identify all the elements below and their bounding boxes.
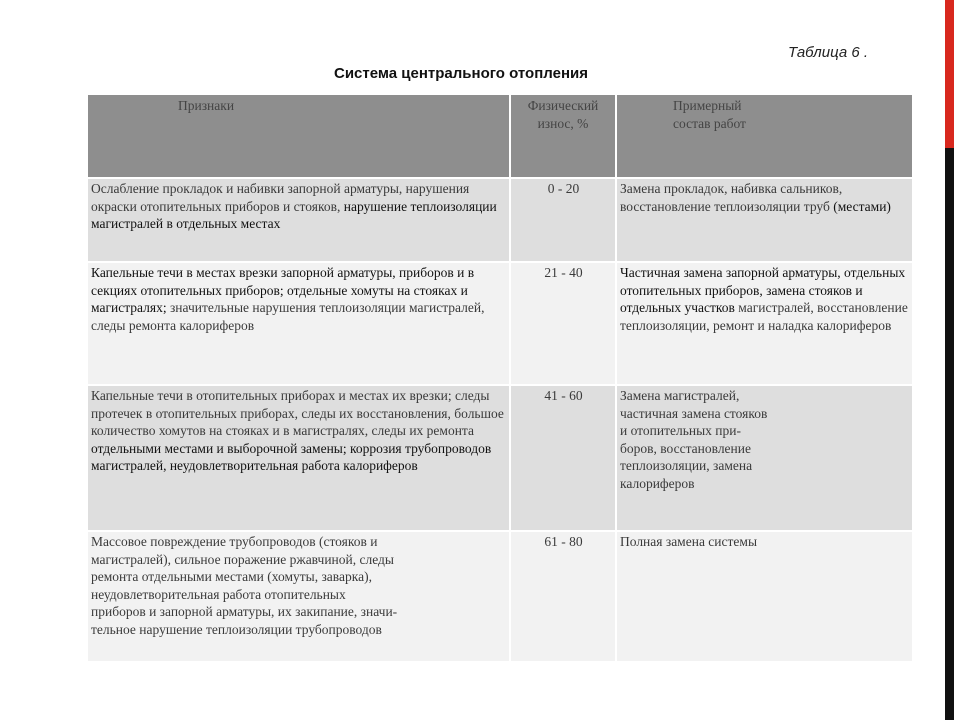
works-cell [616,385,912,531]
works-text-a: Замена прокладок, набивка сальников, восстановление теплоизоляции труб [620,181,843,214]
signs-cell [88,262,510,385]
page-title: Система центрального отопления [334,65,588,82]
signs-line: тельное нарушение теплоизоляции трубопроводов [91,621,382,637]
works-line: боров, восстановление [620,440,751,456]
works-cell [616,178,912,262]
wear-cell: 21 - 40 [510,262,616,385]
works-cell [616,262,912,385]
header-works [616,95,912,178]
wear-cell: 41 - 60 [510,385,616,531]
works-line: калориферов [620,475,695,491]
table-header-row [88,95,912,178]
side-stripe-red [945,0,954,148]
signs-text-b: отдельными местами и выборочной замены; коррозия трубопроводов магистралей, неудовлетворительная работа калориферов [91,440,492,474]
header-works-line2: состав работ [673,115,746,131]
wear-cell: 61 - 80 [510,531,616,662]
signs-text-a: Капельные течи в отопительных приборах и местах их врезки; следы протечек в отопительных приборах, следы их восстановления, большое количество хомутов на стояках и в магистралях, следы их ремонта [91,388,504,439]
works-text-a: Частичная замена запорной арматуры, отдельных отопительных приборов, замена стояков и отдельных участков [620,265,906,316]
header-wear-line2: износ, % [537,115,589,131]
header-wear [510,95,616,178]
signs-text-a: Ослабление прокладок и набивки запорной арматуры, нарушения окраски отопительных приборов и стояков, [91,181,470,214]
works-cell: Полная замена системы [616,531,912,662]
signs-text-a: Капельные течи в местах врезки запорной арматуры, приборов и в секциях отопительных приборов; отдельные хомуты на стояках и магистралях; [91,265,475,316]
table-row [88,262,912,385]
signs-text-b: нарушение теплоизоляции магистралей в отдельных местах [91,198,497,232]
signs-cell [88,531,510,662]
header-works-line1: Примерный [673,98,742,113]
works-line: теплоизоляции, замена [620,458,753,474]
signs-cell [88,385,510,531]
works-line: и отопительных при- [620,423,741,439]
table-row [88,531,912,662]
works-text-b: магистралей, восстановление теплоизоляции, ремонт и наладка калориферов [620,300,908,333]
header-wear-line1: Физический [527,98,599,113]
table-row [88,178,912,262]
table-number-label: Таблица 6 . [788,44,869,61]
header-signs: Признаки [88,95,510,178]
works-line: Замена магистралей, [620,388,740,403]
signs-cell [88,178,510,262]
works-line: частичная замена стояков [620,405,768,421]
signs-line: неудовлетворительная работа отопительных [91,586,346,602]
signs-line: Массовое повреждение трубопроводов (стояков и [91,534,378,549]
signs-line: приборов и запорной арматуры, их закипание, значи- [91,604,398,620]
table-row [88,385,912,531]
heating-wear-table [88,95,912,663]
signs-line: ремонта отдельными местами (хомуты, заварка), [91,569,372,585]
wear-cell: 0 - 20 [510,178,616,262]
signs-text-b: значительные нарушения теплоизоляции магистралей, следы ремонта калориферов [91,300,485,333]
signs-line: магистралей), сильное поражение ржавчиной, следы [91,551,394,567]
works-text-b: (местами) [833,198,891,214]
